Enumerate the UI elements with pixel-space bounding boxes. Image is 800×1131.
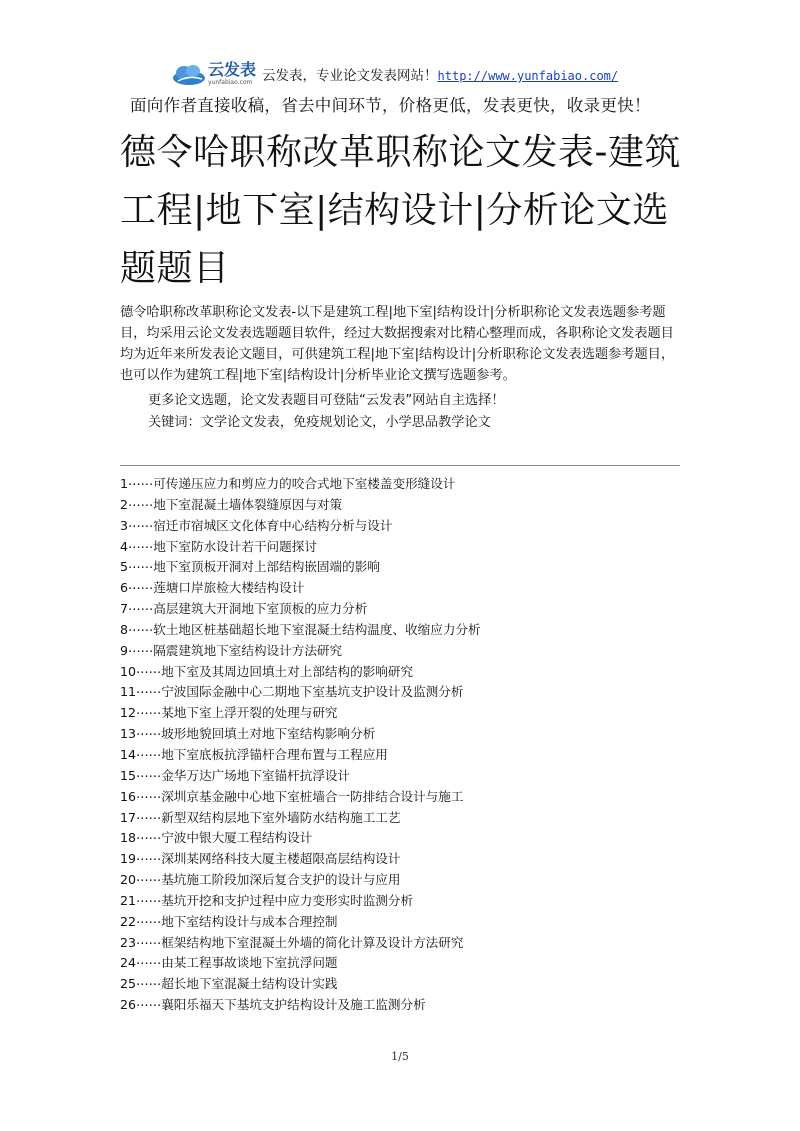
divider bbox=[120, 465, 680, 466]
topic-item: 16⋯⋯深圳京基金融中心地下室桩墙合一防排结合设计与施工 bbox=[120, 788, 464, 804]
logo-text: 云发表 bbox=[208, 60, 257, 79]
topic-item: 14⋯⋯地下室底板抗浮锚杆合理布置与工程应用 bbox=[120, 746, 388, 762]
topic-item: 12⋯⋯某地下室上浮开裂的处理与研究 bbox=[120, 705, 338, 721]
more-topics-note: 更多论文选题，论文发表题目可登陆“云发表”网站自主选择！ bbox=[148, 393, 505, 408]
topic-item: 8⋯⋯软土地区桩基础超长地下室混凝土结构温度、收缩应力分析 bbox=[120, 621, 481, 637]
topic-item: 18⋯⋯宁波中银大厦工程结构设计 bbox=[120, 830, 313, 846]
topic-item: 10⋯⋯地下室及其周边回填土对上部结构的影响研究 bbox=[120, 663, 414, 679]
header-bar bbox=[172, 56, 618, 92]
document-title: 德令哈职称改革职称论文发表-建筑工程|地下室|结构设计|分析论文选题题目 bbox=[120, 132, 681, 289]
topic-item: 3⋯⋯宿迁市宿城区文化体育中心结构分析与设计 bbox=[120, 517, 393, 533]
topic-list bbox=[120, 474, 481, 1016]
logo-icon bbox=[172, 61, 206, 87]
topic-item: 4⋯⋯地下室防水设计若干问题探讨 bbox=[120, 538, 317, 554]
site-tagline bbox=[262, 64, 618, 84]
topic-item: 19⋯⋯深圳某网络科技大厦主楼超限高层结构设计 bbox=[120, 851, 401, 867]
topic-item: 23⋯⋯框架结构地下室混凝土外墙的简化计算及设计方法研究 bbox=[120, 934, 464, 950]
site-slogan: 面向作者直接收稿，省去中间环节，价格更低，发表更快，收录更快！ bbox=[130, 96, 651, 115]
topic-item: 11⋯⋯宁波国际金融中心二期地下室基坑支护设计及监测分析 bbox=[120, 684, 464, 700]
tagline-text: 云发表，专业论文发表网站！ bbox=[262, 68, 438, 84]
topic-item: 2⋯⋯地下室混凝土墙体裂缝原因与对策 bbox=[120, 496, 343, 512]
topic-item: 25⋯⋯超长地下室混凝土结构设计实践 bbox=[120, 976, 338, 992]
page-number: 1/5 bbox=[391, 1050, 409, 1063]
logo-subtext: yunfabiao.com bbox=[208, 79, 253, 86]
topic-item: 22⋯⋯地下室结构设计与成本合理控制 bbox=[120, 913, 338, 929]
topic-item: 7⋯⋯高层建筑大开洞地下室顶板的应力分析 bbox=[120, 601, 368, 617]
site-url-link[interactable]: http://www.yunfabiao.com/ bbox=[437, 69, 619, 83]
topic-item: 6⋯⋯莲塘口岸旅检大楼结构设计 bbox=[120, 580, 305, 596]
topic-item: 21⋯⋯基坑开挖和支护过程中应力变形实时监测分析 bbox=[120, 892, 414, 908]
topic-item: 13⋯⋯坡形地貌回填土对地下室结构影响分析 bbox=[120, 726, 376, 742]
topic-item: 24⋯⋯由某工程事故谈地下室抗浮问题 bbox=[120, 955, 338, 971]
topic-item: 9⋯⋯隔震建筑地下室结构设计方法研究 bbox=[120, 642, 343, 658]
topic-item: 20⋯⋯基坑施工阶段加深后复合支护的设计与应用 bbox=[120, 872, 401, 888]
topic-item: 26⋯⋯襄阳乐福天下基坑支护结构设计及施工监测分析 bbox=[120, 997, 426, 1013]
logo[interactable] bbox=[172, 61, 256, 87]
topic-item: 15⋯⋯金华万达广场地下室锚杆抗浮设计 bbox=[120, 767, 351, 783]
keywords-line: 关键词：文学论文发表，免疫规划论文，小学思品教学论文 bbox=[148, 415, 491, 430]
topic-item: 17⋯⋯新型双结构层地下室外墙防水结构施工工艺 bbox=[120, 809, 401, 825]
intro-paragraph: 德令哈职称改革职称论文发表-以下是建筑工程|地下室|结构设计|分析职称论文发表选题参考题目，均采用云论文发表选题题目软件，经过大数据搜索对比精心整理而成，各职称论文发表题目均为近年来所发表论文题目，可供建筑工程|地下室|结构设计|分析职称论文发表选题参考题目，也可以作为建筑工程|地下室|结构设计|分析毕业论文撰写选题参考。 bbox=[120, 305, 675, 383]
topic-item: 1⋯⋯可传递压应力和剪应力的咬合式地下室楼盖变形缝设计 bbox=[120, 476, 456, 491]
topic-item: 5⋯⋯地下室顶板开洞对上部结构嵌固端的影响 bbox=[120, 559, 380, 575]
